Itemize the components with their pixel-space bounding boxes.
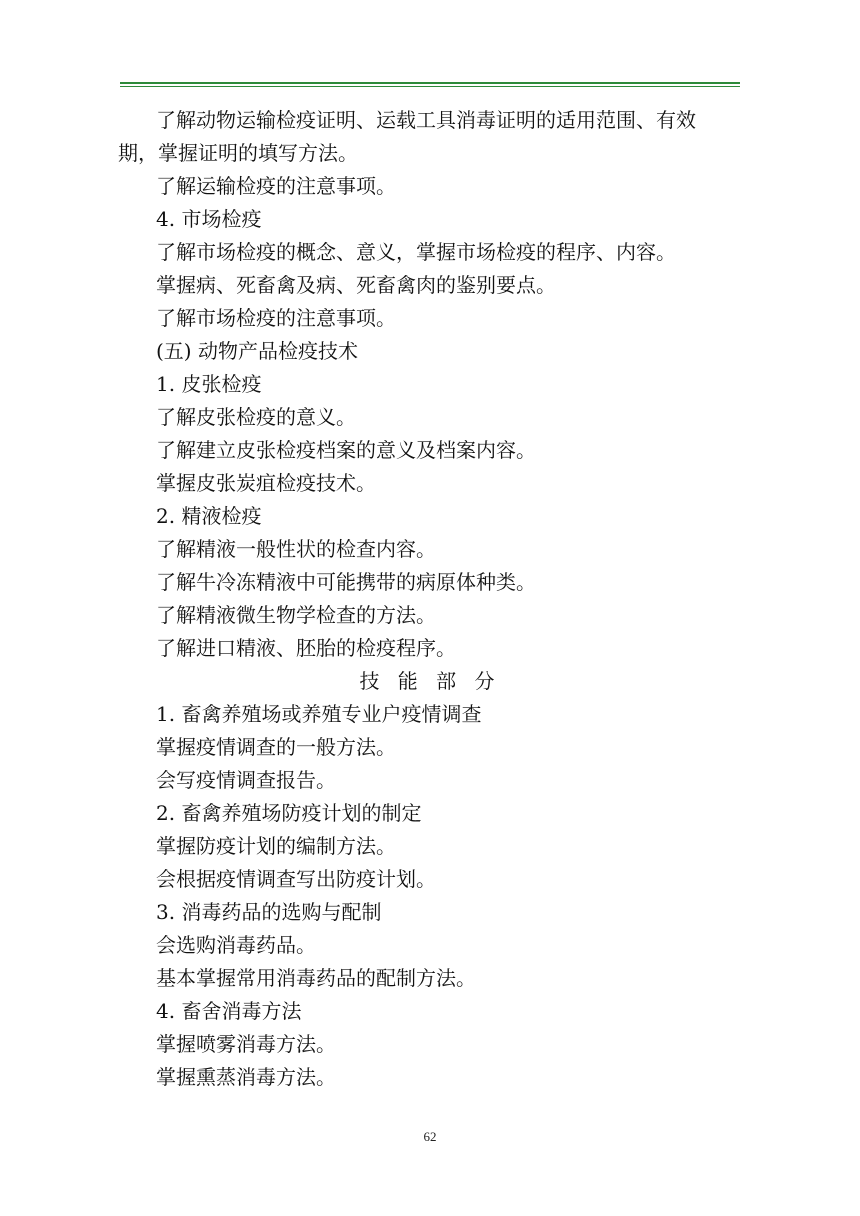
paragraph-line: 了解建立皮张检疫档案的意义及档案内容。 <box>156 438 536 462</box>
paragraph-line: 会根据疫情调查写出防疫计划。 <box>156 867 436 891</box>
paragraph-line: 会选购消毒药品。 <box>156 933 316 957</box>
paragraph-line: 掌握熏蒸消毒方法。 <box>156 1065 336 1089</box>
paragraph-line: 了解市场检疫的概念、意义，掌握市场检疫的程序、内容。 <box>156 240 676 264</box>
paragraph-line: 掌握喷雾消毒方法。 <box>156 1032 336 1056</box>
section-heading: 1. 畜禽养殖场或养殖专业户疫情调查 <box>156 702 482 726</box>
paragraph-line: 会写疫情调查报告。 <box>156 768 336 792</box>
paragraph-line: 了解精液一般性状的检查内容。 <box>156 537 436 561</box>
paragraph-line: 了解市场检疫的注意事项。 <box>156 306 396 330</box>
section-heading: (五) 动物产品检疫技术 <box>156 339 358 363</box>
paragraph-line: 了解牛冷冻精液中可能携带的病原体种类。 <box>156 570 536 594</box>
part-title: 技 能 部 分 <box>359 669 501 693</box>
paragraph-line: 掌握病、死畜禽及病、死畜禽肉的鉴别要点。 <box>156 273 556 297</box>
paragraph-line: 了解进口精液、胚胎的检疫程序。 <box>156 636 456 660</box>
section-heading: 4. 市场检疫 <box>156 207 262 231</box>
section-heading: 2. 精液检疫 <box>156 504 262 528</box>
section-heading: 1. 皮张检疫 <box>156 372 262 396</box>
section-heading: 4. 畜舍消毒方法 <box>156 999 302 1023</box>
body-text <box>118 104 742 1094</box>
section-heading: 2. 畜禽养殖场防疫计划的制定 <box>156 801 422 825</box>
paragraph-line: 期，掌握证明的填写方法。 <box>118 141 358 165</box>
paragraph-line: 掌握防疫计划的编制方法。 <box>156 834 396 858</box>
page-number: 62 <box>423 1129 437 1144</box>
header-rule-thin <box>120 86 740 87</box>
header-rule-thick <box>120 82 740 84</box>
paragraph-line: 基本掌握常用消毒药品的配制方法。 <box>156 966 476 990</box>
paragraph-line: 掌握疫情调查的一般方法。 <box>156 735 396 759</box>
paragraph-line: 了解精液微生物学检查的方法。 <box>156 603 436 627</box>
section-heading: 3. 消毒药品的选购与配制 <box>156 900 382 924</box>
paragraph-line: 掌握皮张炭疽检疫技术。 <box>156 471 376 495</box>
paragraph-line: 了解动物运输检疫证明、运载工具消毒证明的适用范围、有效 <box>156 108 696 132</box>
paragraph-line: 了解运输检疫的注意事项。 <box>156 174 396 198</box>
paragraph-line: 了解皮张检疫的意义。 <box>156 405 356 429</box>
